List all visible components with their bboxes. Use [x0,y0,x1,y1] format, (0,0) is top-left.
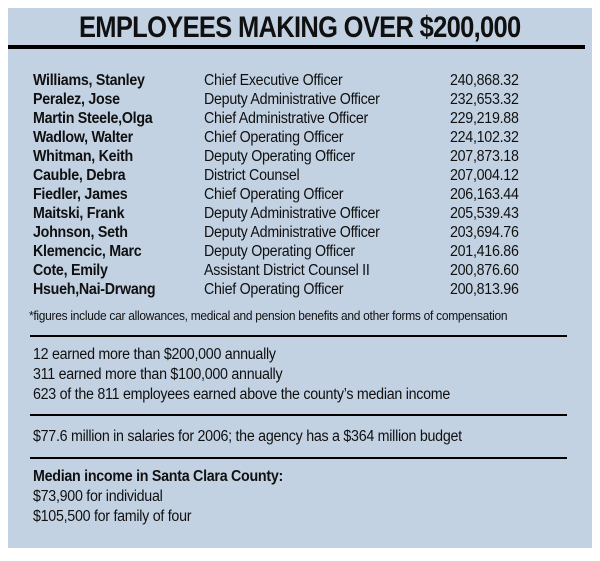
employee-job-title: Chief Operating Officer [204,129,344,146]
employee-compensation: 207,004.12 [450,167,519,184]
employee-compensation: 203,694.76 [450,224,519,241]
employee-job-title: Deputy Operating Officer [204,243,355,260]
median-income-family: $105,500 for family of four [33,508,192,525]
employee-job-title: Deputy Administrative Officer [204,224,380,241]
employee-name: Williams, Stanley [33,72,145,89]
employee-job-title: Deputy Administrative Officer [204,91,380,108]
employee-compensation: 206,163.44 [450,186,519,203]
employee-name: Johnson, Seth [33,224,128,241]
employee-compensation: 207,873.18 [450,148,519,165]
employee-name: Peralez, Jose [33,91,120,108]
section-divider-1 [30,335,567,337]
employee-name: Wadlow, Walter [33,129,133,146]
stat-line: 311 earned more than $100,000 annually [33,366,283,383]
employee-compensation: 205,539.43 [450,205,519,222]
employee-job-title: Deputy Operating Officer [204,148,355,165]
employee-compensation: 229,219.88 [450,110,519,127]
employee-name: Hsueh,Nai-Drwang [33,281,156,298]
table-row [8,204,592,223]
median-income-individual: $73,900 for individual [33,488,163,505]
employee-name: Martin Steele,Olga [33,110,153,127]
stat-line: 12 earned more than $200,000 annually [33,346,276,363]
table-footnote-text: *figures include car allowances, medical and pension benefits and other forms of compensation [29,308,508,323]
table-row [8,71,592,90]
title-divider-rule [8,45,585,49]
section-divider-3 [30,457,567,459]
salary-table [8,71,592,299]
employee-name: Cauble, Debra [33,167,126,184]
table-row [8,185,592,204]
employee-compensation: 240,868.32 [450,72,519,89]
section-divider-2 [30,414,567,416]
table-row [8,90,592,109]
employee-job-title: Deputy Administrative Officer [204,205,380,222]
median-income-section [33,467,305,527]
employee-compensation: 200,813.96 [450,281,519,298]
panel-title [8,11,592,45]
employee-compensation: 224,102.32 [450,129,519,146]
employee-compensation: 201,416.86 [450,243,519,260]
stat-line: 623 of the 811 employees earned above the county’s median income [33,386,451,403]
table-row [8,261,592,280]
table-row [8,147,592,166]
employee-name: Fiedler, James [33,186,128,203]
budget-line-text: $77.6 million in salaries for 2006; the agency has a $364 million budget [33,428,462,445]
employee-name: Maitski, Frank [33,205,125,222]
table-row [8,166,592,185]
employee-name: Cote, Emily [33,262,108,279]
employee-job-title: Chief Operating Officer [204,186,344,203]
table-row [8,223,592,242]
employee-job-title: Chief Executive Officer [204,72,343,89]
employee-job-title: Chief Operating Officer [204,281,344,298]
median-income-heading: Median income in Santa Clara County: [33,468,283,485]
employee-name: Klemencic, Marc [33,243,142,260]
table-row [8,242,592,261]
table-row [8,109,592,128]
panel-title-text: EMPLOYEES MAKING OVER $200,000 [79,11,521,44]
earnings-stats-list [33,345,486,405]
employee-compensation: 232,653.32 [450,91,519,108]
table-row [8,128,592,147]
salary-infographic-panel [8,8,592,548]
employee-name: Whitman, Keith [33,148,133,165]
table-footnote [29,308,549,323]
employee-job-title: Chief Administrative Officer [204,110,368,127]
employee-job-title: Assistant District Counsel II [204,262,370,279]
employee-job-title: District Counsel [204,167,300,184]
employee-compensation: 200,876.60 [450,262,519,279]
table-row [8,280,592,299]
budget-line [33,427,499,447]
